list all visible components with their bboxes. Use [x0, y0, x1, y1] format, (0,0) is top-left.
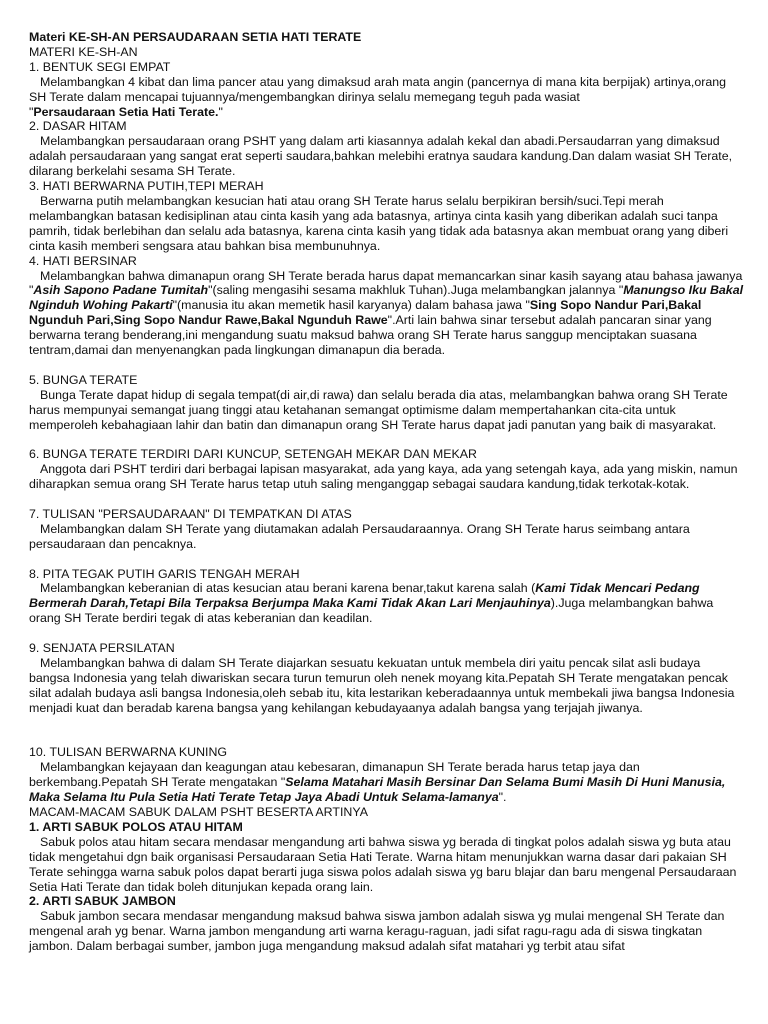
section-paragraph: Melambangkan dalam SH Terate yang diutamakan adalah Persaudaraannya. Orang SH Terate harus seimbang antara persaudaraan dan pencaknya.: [29, 521, 690, 551]
section-heading: 6. BUNGA TERATE TERDIRI DARI KUNCUP, SETENGAH MEKAR DAN MEKAR: [29, 447, 477, 462]
section-heading: 5. BUNGA TERATE: [29, 372, 138, 387]
spacer: [29, 432, 744, 447]
sabuk-subheading: 1. ARTI SABUK POLOS ATAU HITAM: [29, 819, 243, 834]
javanese-quote: Sing Sopo Nandur Pari,Bakal Ngunduh Pari,Sing Sopo Nandur Rawe,Bakal Ngunduh Rawe: [29, 298, 702, 328]
section-paragraph: Sabuk polos atau hitam secara mendasar mengandung arti bahwa siswa yg berada di tingkat polos adalah siswa yg buta atau tidak mengetahui dgn baik organisasi Persaudaraan Setia Hati Terate. Warna hitam menunjukkan warna dasar dari pakaian SH Terate sehingga warna sabuk polos dapat berarti juga siswa polos adalah siswa yg baru blajar dan baru mengenal Persaudaraan Setia Hati Terate dan tidak boleh ditunjukan kepada orang lain.: [29, 834, 737, 894]
sabuk-subheading: 2. ARTI SABUK JAMBON: [29, 894, 176, 909]
section-paragraph: Melambangkan bahwa dimanapun orang SH Terate berada harus dapat memancarkan sinar kasih sayang atau bahasa jawanya "Asih Sapono Padane Tumitah"(saling mengasihi sesama makhluk Tuhan).Juga melambangkan jalannya "Manungso Iku Bakal Nginduh Wohing Pakarti"(manusia itu akan memetik hasil karyanya) dalam bahasa jawa "Sing Sopo Nandur Pari,Bakal Ngunduh Pari,Sing Sopo Nandur Rawe,Bakal Ngunduh Rawe".Arti lain bahwa sinar tersebut adalah pancaran sinar yang berwarna terang benderang,ini mengandung suatu maksud bahwa orang SH Terate harus sanggup menciptakan suasana tentram,damai dan menyenangkan pada lingkungan dimanapun dia berada.: [29, 268, 744, 358]
document-subtitle: MATERI KE-SH-AN: [29, 44, 138, 59]
section-heading: 2. DASAR HITAM: [29, 119, 127, 134]
section-paragraph: Melambangkan keberanian di atas kesucian atau berani karena benar,takut karena salah (Kami Tidak Mencari Pedang Bermerah Darah,Tetapi Bila Terpaksa Berjumpa Maka Kami Tidak Akan Lari Menjauhinya).Juga melambangkan bahwa orang SH Terate berdiri tegak di atas keberanian dan keadilan.: [29, 581, 714, 626]
javanese-quote: Manungso Iku Bakal Nginduh Wohing Pakarti: [29, 283, 744, 313]
section-heading: 1. BENTUK SEGI EMPAT: [29, 59, 171, 74]
sabuk-section-heading: MACAM-MACAM SABUK DALAM PSHT BESERTA ARTINYA: [29, 805, 368, 820]
section-paragraph: Berwarna putih melambangkan kesucian hati atau orang SH Terate harus selalu berpikiran bersih/suci.Tepi merah melambangkan batasan kedisiplinan atau cinta kasih yang ada batasnya, artinya cinta kasih yang diberikan adalah suci tanpa pamrih, tidak berlebihan dan selalu ada batasnya, karena cinta kasih yang tidak ada batasnya akan membuat orang yang diberi cinta kasih memberi sengsara atau bahkan bisa membunuhnya.: [29, 193, 729, 253]
section-paragraph: Melambangkan kejayaan dan keagungan atau kebesaran, dimanapun SH Terate berada harus tetap jaya dan berkembang.Pepatah SH Terate mengatakan "Selama Matahari Masih Bersinar Dan Selama Bumi Masih Di Huni Manusia, Maka Selama Itu Pula Setia Hati Terate Tetap Jaya Abadi Untuk Selama-lamanya".: [29, 760, 726, 805]
wasiat-quote: Persaudaraan Setia Hati Terate.: [33, 104, 219, 119]
section-heading: 10. TULISAN BERWARNA KUNING: [29, 745, 228, 760]
motto-quote: Kami Tidak Mencari Pedang Bermerah Darah,Tetapi Bila Terpaksa Berjumpa Maka Kami Tidak Akan Lari Menjauhinya: [29, 581, 700, 611]
document-title: Materi KE-SH-AN PERSAUDARAAN SETIA HATI TERATE: [29, 30, 362, 44]
spacer: [29, 716, 744, 746]
section-paragraph: Melambangkan 4 kibat dan lima pancer atau yang dimaksud arah mata angin (pancernya di mana kita berpijak) artinya,orang SH Terate dalam mencapai tujuannya/mengembangkan dirinya selalu memegang teguh pada wasiat "Persaudaraan Setia Hati Terate.": [29, 74, 727, 119]
motto-quote: Selama Matahari Masih Bersinar Dan Selama Bumi Masih Di Huni Manusia, Maka Selama Itu Pula Setia Hati Terate Tetap Jaya Abadi Untuk Selama-lamanya: [29, 775, 726, 805]
section-paragraph: Melambangkan bahwa di dalam SH Terate diajarkan sesuatu kekuatan untuk membela diri yaitu pencak silat asli budaya bangsa Indonesia yang telah diwariskan secara turun temurun oleh nenek moyang kita.Pepatah SH Terate mengatakan pencak silat adalah budaya asli bangsa Indonesia,oleh sebab itu, kita lestarikan keberadaannya untuk membekali jiwa bangsa Indonesia menjadi kuat dan beradab karena bangsa yang kehilangan kebudayaanya adalah bangsa yang terjajah jiwanya.: [29, 655, 735, 715]
document-page: [29, 30, 744, 954]
section-heading: 3. HATI BERWARNA PUTIH,TEPI MERAH: [29, 179, 264, 194]
spacer: [29, 552, 744, 567]
javanese-quote: Asih Sapono Padane Tumitah: [33, 283, 209, 298]
spacer: [29, 492, 744, 507]
spacer: [29, 358, 744, 373]
section-paragraph: Sabuk jambon secara mendasar mengandung maksud bahwa siswa jambon adalah siswa yg mulai mengenal SH Terate dan mengenal arah yg benar. Warna jambon mengandung arti warna keragu-raguan, jadi sifat ragu-ragu ada di siswa tingkatan jambon. Dalam berbagai sumber, jambon juga mengandung maksud adalah sifat matahari yg terbit atau sifat: [29, 909, 725, 954]
section-paragraph: Anggota dari PSHT terdiri dari berbagai lapisan masyarakat, ada yang kaya, ada yang setengah kaya, ada yang miskin, namun diharapkan semua orang SH Terate harus tetap utuh saling menganggap sebagai saudara kandung,tidak terkotak-kotak.: [29, 462, 738, 492]
section-paragraph: Bunga Terate dapat hidup di segala tempat(di air,di rawa) dan selalu berada dia atas, melambangkan bahwa orang SH Terate harus mempunyai semangat juang tinggi atau ketahanan semangat optimisme dalam mempertahankan cita-cita untuk memperoleh kebahagiaan lahir dan batin dan dimanapun orang SH Terate harus dapat jadi panutan yang baik di masyarakat.: [29, 387, 728, 432]
section-heading: 7. TULISAN "PERSAUDARAAN" DI TEMPATKAN DI ATAS: [29, 506, 352, 521]
paragraph-text: Melambangkan 4 kibat dan lima pancer atau yang dimaksud arah mata angin (pancernya di mana kita berpijak) artinya,orang SH Terate dalam mencapai tujuannya/mengembangkan dirinya selalu memegang teguh pada wasiat: [29, 74, 727, 104]
section-heading: 8. PITA TEGAK PUTIH GARIS TENGAH MERAH: [29, 566, 300, 581]
section-heading: 9. SENJATA PERSILATAN: [29, 641, 175, 656]
section-paragraph: Melambangkan persaudaraan orang PSHT yang dalam arti kiasannya adalah kekal dan abadi.Persaudarran yang dimaksud adalah persaudaraan yang sangat erat seperti saudara,bahkan melebihi eratnya saudara kandung.Dan dalam wasiat SH Terate, dilarang berkelahi sesama SH Terate.: [29, 134, 733, 179]
spacer: [29, 626, 744, 641]
section-heading: 4. HATI BERSINAR: [29, 253, 137, 268]
